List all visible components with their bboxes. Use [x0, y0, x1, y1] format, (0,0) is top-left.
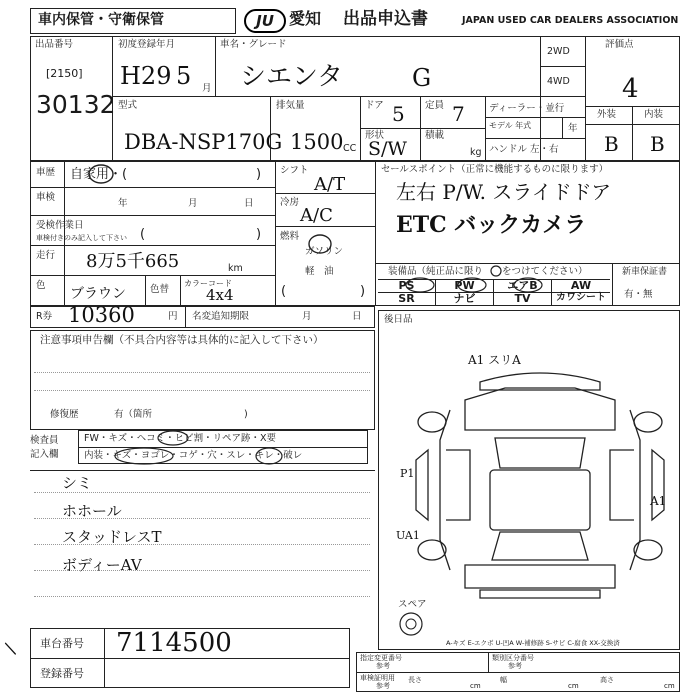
equip-navi: ナビ	[436, 293, 494, 306]
org-name: 愛知	[289, 9, 322, 28]
chassis-label: 車台番号	[40, 637, 84, 650]
mileage-value: 8万5千665	[86, 251, 180, 272]
color-value: ブラウン	[70, 286, 126, 302]
reg-month-unit: 月	[202, 83, 212, 94]
inspection-day: 日	[244, 198, 254, 209]
form-title: 出品申込書	[343, 9, 428, 29]
dent-circle	[155, 429, 191, 447]
expiry-label: 名変追知期限	[192, 311, 250, 322]
drive-4wd: 4WD	[547, 76, 570, 87]
dim-width-cm: cm	[568, 682, 579, 690]
checker-label2: 記入欄	[30, 449, 59, 460]
type-label: 型式	[118, 100, 138, 111]
exterior-label: 外装	[597, 109, 617, 120]
equip-sr: SR	[378, 293, 436, 306]
diag-a1-right: A1	[650, 494, 667, 508]
car-grade: G	[412, 64, 432, 92]
caution-label: 注意事項申告欄（不具合内容等は具体的に記入して下さい）	[40, 334, 324, 346]
fuel-circle	[306, 232, 334, 256]
dealer-label: ディーラー・並行	[489, 103, 565, 114]
doors-label: ドア	[365, 100, 384, 111]
margin-mark: /	[0, 640, 22, 657]
mod-label: 車検証明用	[360, 674, 395, 682]
prior-label: 受検作業日	[36, 220, 84, 231]
inspection-label: 車検	[36, 192, 56, 203]
history-value: 自家用・(	[70, 167, 128, 182]
fuel-close: )	[360, 284, 366, 299]
note-3: スタッドレスT	[62, 528, 162, 546]
repair-value: 有（箇所	[114, 409, 153, 420]
mileage-unit: km	[228, 263, 243, 274]
fuel-gas: ガソリン	[305, 246, 344, 257]
dim-length: 長さ	[408, 676, 422, 684]
color-code-label: カラーコード	[184, 279, 232, 288]
mileage-label: 走行	[36, 250, 56, 261]
color-code: 4x4	[206, 286, 234, 304]
equip-pw: PW	[436, 280, 494, 293]
org-english: JAPAN USED CAR DEALERS ASSOCIATION	[462, 15, 679, 26]
lot-label: 出品番号	[35, 39, 74, 50]
mod-ref: 参考	[376, 682, 390, 690]
chassis-number: 7114500	[116, 628, 232, 658]
interior-label: 内装	[644, 109, 664, 120]
storage-tag-text: 車内保管・守衛保管	[38, 12, 164, 28]
repair-close: )	[244, 409, 248, 420]
recycle-label: R券	[36, 311, 53, 322]
capacity-label: 定員	[425, 100, 445, 111]
equip-label2: をつけてください）	[502, 266, 588, 277]
inspection-year: 年	[118, 198, 128, 209]
equip-aw: AW	[552, 280, 610, 293]
model-code: DBA-NSP170G	[124, 130, 283, 154]
class-label: 類別区分番号	[492, 654, 534, 662]
checker-label1: 検査員	[30, 435, 59, 446]
warranty-label: 新車保証書	[622, 267, 668, 277]
displacement: 1500	[290, 130, 344, 154]
color-change-label: 色替	[150, 284, 170, 295]
score-value: 4	[622, 74, 639, 104]
prior-close: )	[256, 227, 262, 242]
lot-small: [2150]	[46, 67, 83, 80]
fixed-ref: 参考	[376, 662, 390, 670]
prior-note: 車検付きのみ記入して下さい	[36, 234, 127, 242]
fuel-open: (	[281, 284, 287, 299]
spare-tire-icon	[396, 611, 426, 637]
fuel-label: 燃料	[280, 231, 300, 242]
note-2: ホホール	[62, 502, 122, 520]
sales-line2: ETC バックカメラ	[396, 212, 587, 238]
note-4: ボディーAV	[62, 556, 142, 574]
body-shape: S/W	[368, 138, 407, 160]
checker-row2: 内装・キズ・ヨゴレ・コゲ・穴・スレ・キレ・破レ	[84, 450, 303, 461]
shape-label: 形状	[365, 130, 385, 141]
interior-circle	[112, 446, 176, 466]
reg-month: 5	[176, 62, 192, 90]
dim-length-cm: cm	[470, 682, 481, 690]
diag-a1-top: A1 スリA	[468, 353, 521, 367]
car-name: シエンタ	[240, 62, 343, 92]
equip-circle-mark	[488, 264, 504, 278]
prior-open: (	[140, 227, 146, 242]
shift-value: A/T	[314, 174, 346, 195]
shift-label: シフト	[280, 165, 309, 176]
history-close: )	[256, 167, 262, 182]
ju-logo: JU	[244, 9, 286, 33]
dim-width: 幅	[500, 676, 507, 684]
displacement-label: 排気量	[276, 100, 305, 111]
fixed-label: 指定変更番号	[360, 654, 402, 662]
diag-ua1: UA1	[396, 529, 420, 542]
equip-leather: カワシート	[556, 291, 606, 303]
expiry-month: 月	[302, 311, 312, 322]
drive-2wd: 2WD	[547, 46, 570, 57]
color-label: 色	[36, 280, 46, 291]
reg-era: H29	[120, 62, 172, 90]
model-year-label: モデル 年式	[489, 121, 532, 130]
ps-circle	[404, 276, 436, 294]
fuel-diesel: 軽 油	[305, 266, 334, 277]
dim-height: 高さ	[600, 676, 614, 684]
note-1: シミ	[62, 474, 93, 492]
spare-label: スペア	[398, 599, 427, 610]
diagram-legend: A-キズ E-エクボ U-凹A W-補修跡 S-サビ C-腐食 XX-交換済	[446, 639, 620, 647]
equip-ps: PS	[378, 280, 436, 293]
reg-label: 初度登録年月	[118, 39, 176, 50]
recycle-yen: 円	[168, 311, 178, 322]
airbag-circle	[512, 276, 544, 294]
expiry-day: 日	[352, 311, 362, 322]
sales-line1: 左右 P/W. スライドドア	[396, 180, 612, 204]
repair-label: 修復歴	[50, 409, 79, 420]
interior-grade: B	[650, 132, 665, 156]
exterior-grade: B	[604, 132, 619, 156]
capacity-value: 7	[452, 102, 465, 126]
aircon-label: 冷房	[280, 197, 300, 208]
doors-value: 5	[392, 102, 405, 126]
history-circle	[86, 162, 116, 186]
score-label: 評価点	[605, 39, 634, 50]
equip-label: 装備品（純正品に限り	[388, 266, 484, 277]
inspection-month: 月	[188, 198, 198, 209]
load-label: 積載	[425, 130, 445, 141]
aircon-value: A/C	[300, 205, 333, 226]
kg-unit: kg	[470, 147, 482, 158]
plate-label: 登録番号	[40, 667, 84, 680]
name-label: 車名・グレード	[220, 39, 287, 50]
checker-row1: FW・キズ・ヘコミ・ヒビ割・リペア跡・X要	[84, 433, 276, 444]
car-diagram	[410, 360, 670, 620]
wear-circle	[253, 446, 285, 466]
equip-airbag: エアB	[494, 280, 552, 293]
sales-label: セールスポイント（正常に機能するものに限ります）	[381, 164, 609, 175]
dim-height-cm: cm	[664, 682, 675, 690]
pw-circle	[456, 276, 488, 294]
handle-label: ハンドル 左・右	[489, 144, 559, 155]
diag-p1: P1	[400, 467, 415, 480]
history-label: 車歴	[36, 167, 56, 178]
cc-unit: CC	[343, 143, 357, 154]
year-unit: 年	[568, 123, 578, 134]
lot-number: 30132	[36, 90, 116, 119]
warranty-value: 有・無	[624, 289, 653, 300]
rear-label: 後日品	[384, 314, 413, 325]
class-ref: 参考	[508, 662, 522, 670]
equip-tv: TV	[494, 293, 552, 306]
recycle-value: 10360	[68, 303, 135, 327]
